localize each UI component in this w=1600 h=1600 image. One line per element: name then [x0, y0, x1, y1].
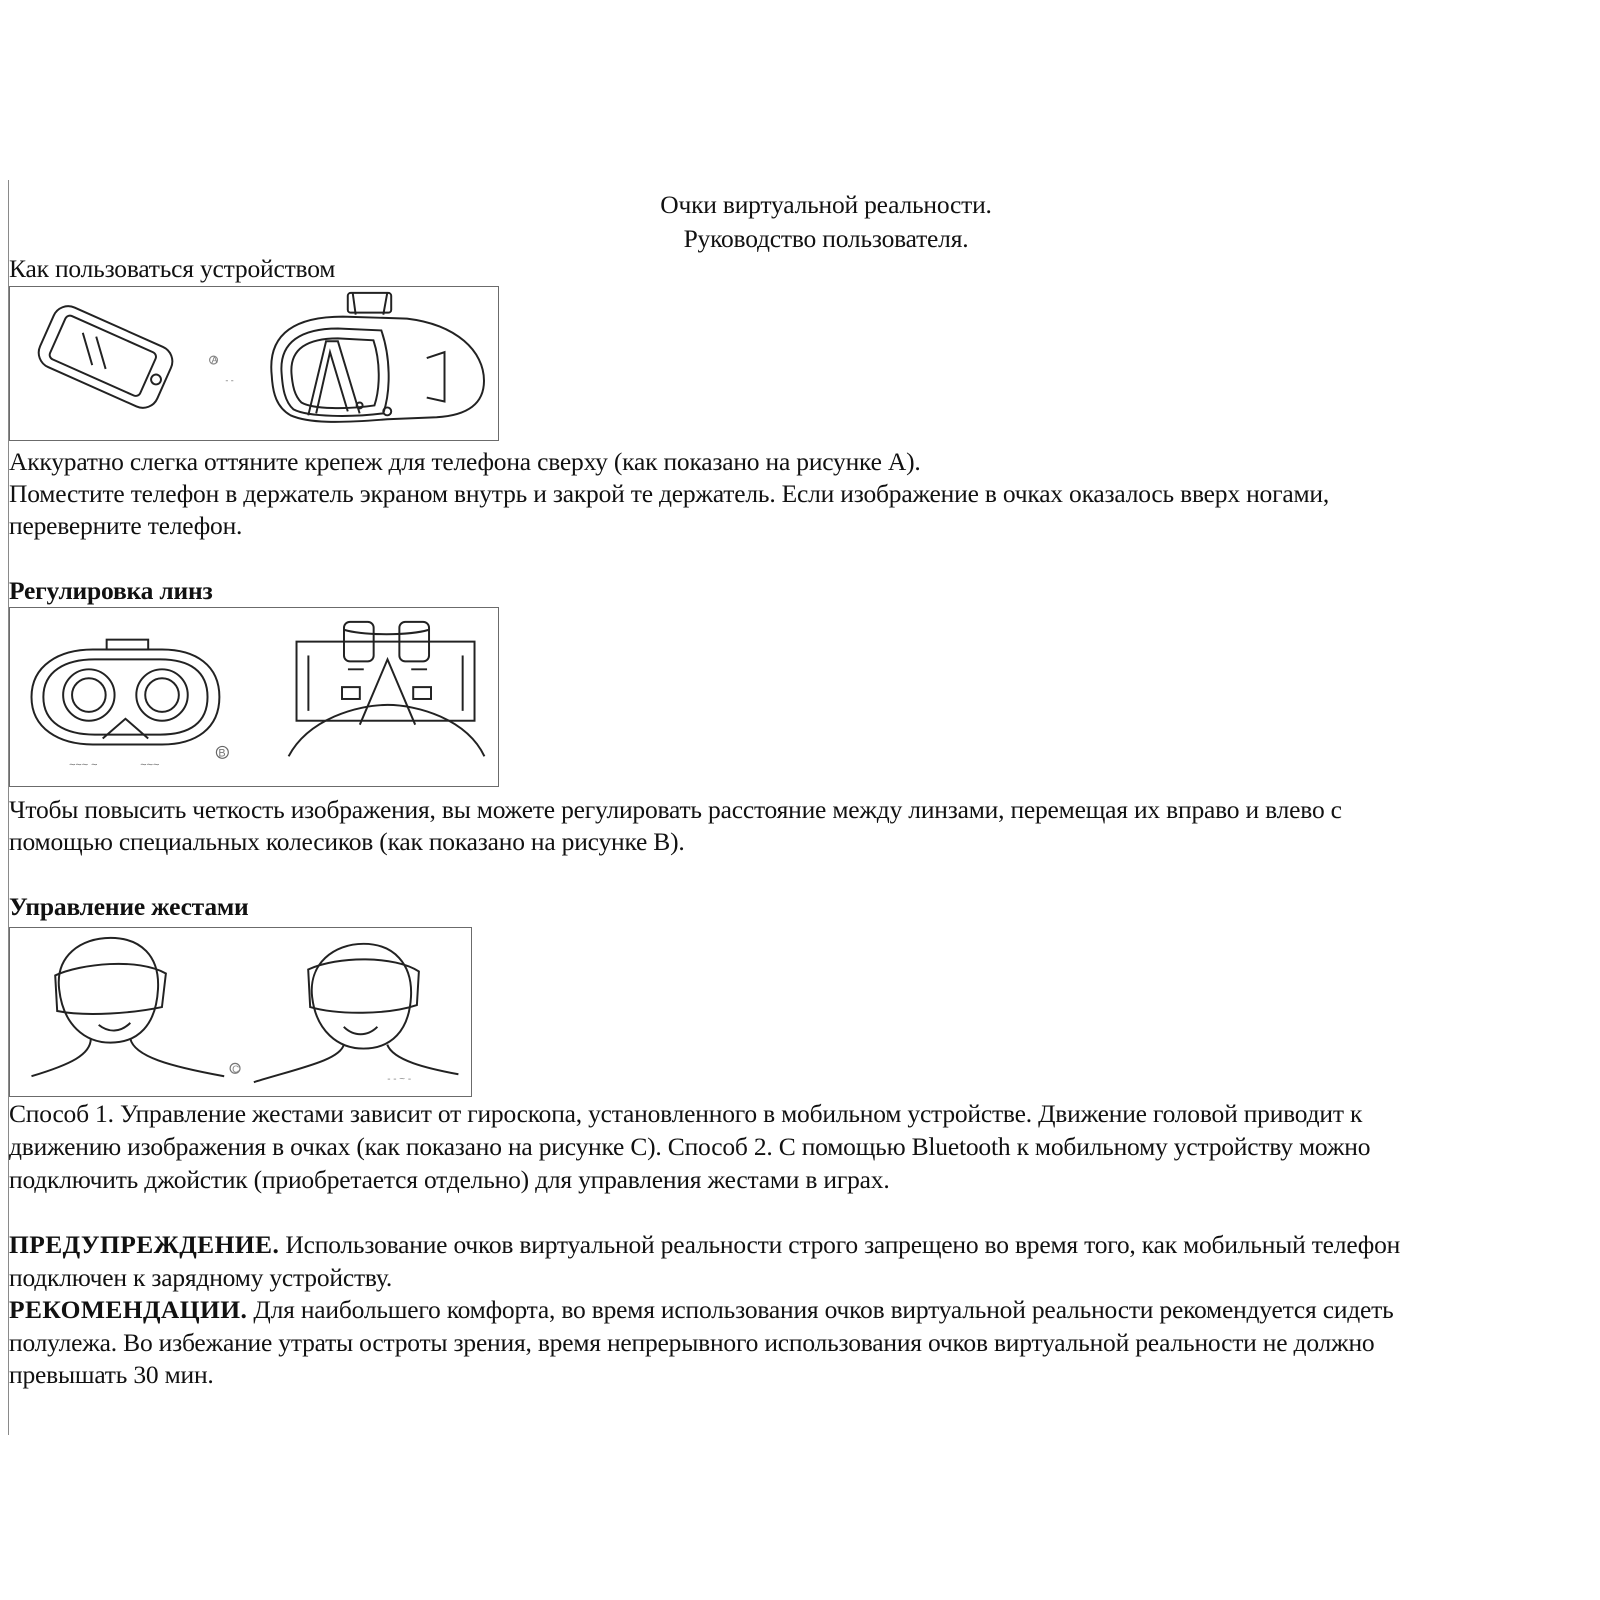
usage-paragraph-line-2: Поместите телефон в держатель экраном внутрь и закрой те держатель. Если изображение в очках оказалось вверх ногами,: [9, 479, 1330, 508]
warning-text: Использование очков виртуальной реальности строго запрещено во время того, как мобильный телефон: [279, 1230, 1401, 1259]
recommendations-paragraph-line-3: превышать 30 мин.: [9, 1360, 214, 1389]
section-heading-usage: Как пользоваться устройством: [9, 254, 336, 283]
svg-text:~~~ ~: ~~~ ~: [69, 759, 98, 772]
figure-b-illustration: [10, 608, 498, 786]
person-head-left-illustration: [31, 938, 224, 1076]
headset-front-illustration: [32, 640, 220, 745]
figure-a-marker: A: [211, 355, 218, 366]
section-heading-gesture: Управление жестами: [9, 892, 249, 921]
usage-paragraph-line-3: переверните телефон.: [9, 511, 243, 540]
headset-top-view-illustration: [289, 622, 485, 756]
lens-paragraph-line-2: помощью специальных колесиков (как показано на рисунке B).: [9, 827, 685, 856]
smartphone-illustration: [34, 301, 178, 413]
gesture-paragraph-line-2: движению изображения в очках (как показано на рисунке С). Способ 2. С помощью Bluetooth к мобильному устройству можно: [9, 1132, 1371, 1161]
figure-a-phone-and-headset: [9, 286, 499, 441]
document-title: Очки виртуальной реальности.: [660, 190, 992, 219]
vr-headset-side-illustration: [271, 293, 484, 422]
svg-text:- -: - -: [225, 375, 234, 386]
figure-c-illustration: [10, 928, 471, 1096]
figure-a-marker-group: [210, 355, 234, 386]
figure-b-marker-group: [69, 746, 228, 771]
figure-b-lens-adjustment: [9, 607, 499, 787]
person-head-right-illustration: [254, 944, 459, 1082]
figure-a-illustration: [10, 287, 498, 440]
warning-paragraph-line-1: [9, 1228, 1400, 1261]
svg-text:~~~: ~~~: [140, 759, 160, 772]
svg-text:- - ~ -: - - ~ -: [387, 1074, 412, 1086]
warning-paragraph-line-2: подключен к зарядному устройству.: [9, 1263, 393, 1292]
usage-paragraph-line-1: Аккуратно слегка оттяните крепеж для телефона сверху (как показано на рисунке А).: [9, 447, 921, 476]
lens-paragraph-line-1: Чтобы повысить четкость изображения, вы можете регулировать расстояние между линзами, перемещая их вправо и влево с: [9, 795, 1342, 824]
recommendations-paragraph-line-1: [9, 1293, 1394, 1326]
figure-b-marker: B: [218, 747, 226, 760]
recommendations-label: РЕКОМЕНДАЦИИ.: [9, 1295, 248, 1324]
recommendations-text: Для наибольшего комфорта, во время использования очков виртуальной реальности рекомендуется сидеть: [247, 1295, 1394, 1324]
gesture-paragraph-line-1: Способ 1. Управление жестами зависит от гироскопа, установленного в мобильном устройстве. Движение головой приводит к: [9, 1099, 1363, 1128]
section-heading-lens: Регулировка линз: [9, 576, 213, 605]
figure-c-marker: C: [232, 1064, 240, 1076]
figure-c-head-movement: [9, 927, 472, 1097]
document-subtitle: Руководство пользователя.: [683, 224, 969, 253]
gesture-paragraph-line-3: подключить джойстик (приобретается отдельно) для управления жестами в играх.: [9, 1165, 890, 1194]
warning-label: ПРЕДУПРЕЖДЕНИЕ.: [9, 1230, 280, 1259]
recommendations-paragraph-line-2: полулежа. Во избежание утраты остроты зрения, время непрерывного использования очков виртуальной реальности не должно: [9, 1328, 1375, 1357]
